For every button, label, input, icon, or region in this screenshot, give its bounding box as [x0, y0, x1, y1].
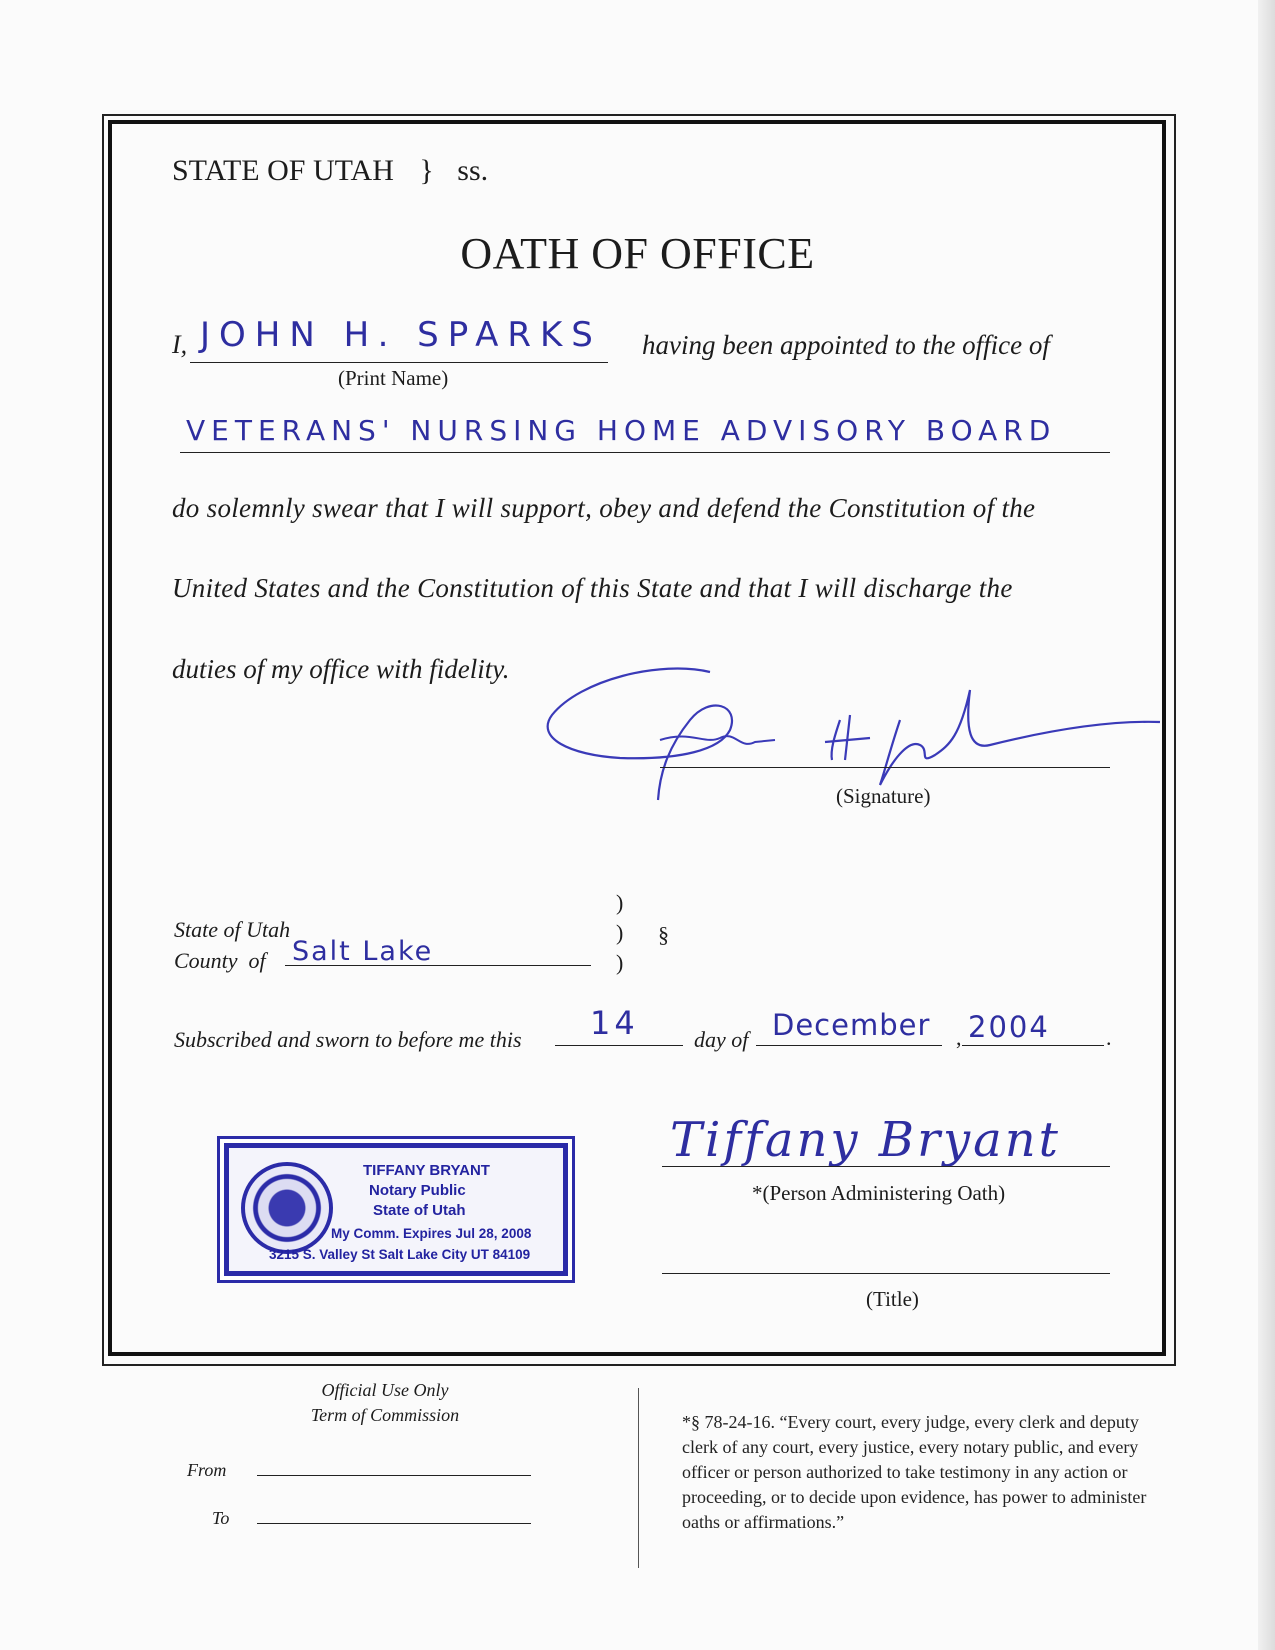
month-handwritten: December: [772, 1008, 931, 1042]
statute-text: *§ 78-24-16. “Every court, every judge, every clerk and deputy clerk of any court, every justice, every notary public, and every officer or person authorized to take testimony in any action or proceeding, or to decide upon evidence, has power to administer oaths or affirmations.”: [682, 1412, 1147, 1532]
day-of-label: day of: [694, 1027, 749, 1052]
state-line: STATE OF UTAH: [172, 154, 394, 187]
stamp-role: Notary Public: [369, 1182, 466, 1199]
section-symbol: §: [658, 922, 669, 947]
title-label: (Title): [866, 1287, 919, 1311]
month-line: [756, 1045, 942, 1046]
period: .: [1106, 1025, 1112, 1050]
state-seal-icon: [241, 1162, 333, 1254]
administrator-label: *(Person Administering Oath): [752, 1181, 1006, 1205]
printed-name-handwritten: JOHN H. SPARKS: [200, 315, 602, 355]
stamp-address: 3215 S. Valley St Salt Lake City UT 84109: [269, 1247, 531, 1262]
county-line: [285, 965, 591, 966]
from-line: [257, 1475, 531, 1476]
office-line: [180, 452, 1110, 453]
stamp-name: TIFFANY BRYANT: [363, 1162, 490, 1179]
year-line: [962, 1045, 1104, 1046]
office-name-handwritten: VETERANS' NURSING HOME ADVISORY BOARD: [186, 414, 1057, 447]
ss-label: ss.: [457, 154, 489, 187]
stamp-expires: My Comm. Expires Jul 28, 2008: [331, 1226, 532, 1241]
term-heading: Term of Commission: [310, 1405, 460, 1425]
oath-prefix: I,: [172, 330, 188, 359]
venue-paren-2: ): [616, 920, 624, 945]
brace: }: [419, 154, 434, 187]
day-handwritten: 14: [590, 1004, 639, 1042]
from-label: From: [187, 1460, 227, 1480]
notary-stamp: [224, 1143, 568, 1276]
county-handwritten: Salt Lake: [292, 936, 434, 967]
administrator-line: [662, 1166, 1110, 1167]
footer-divider: [638, 1388, 639, 1568]
oath-line-2: United States and the Constitution of this State and that I will discharge the: [172, 573, 1013, 603]
venue-county-label: County of: [174, 948, 266, 973]
venue-paren-1: ): [616, 890, 624, 915]
to-line: [257, 1523, 531, 1524]
year-handwritten: 2004: [968, 1010, 1050, 1044]
oath-line-1: do solemnly swear that I will support, obey and defend the Constitution of the: [172, 493, 1036, 523]
to-label: To: [212, 1508, 230, 1528]
administrator-signature: Tiffany Bryant: [670, 1112, 1061, 1168]
appointment-text: having been appointed to the office of: [642, 330, 1050, 360]
oath-line-3: duties of my office with fidelity.: [172, 654, 510, 684]
signature-line: [660, 767, 1110, 768]
subscribed-prefix: Subscribed and sworn to before me this: [174, 1027, 522, 1052]
venue-paren-3: ): [616, 950, 624, 975]
page-title: OATH OF OFFICE: [460, 229, 815, 278]
print-name-line: [190, 362, 608, 363]
day-line: [555, 1045, 683, 1046]
stamp-state: State of Utah: [373, 1202, 466, 1219]
state-header: [172, 154, 488, 188]
venue-state-label: State of Utah: [174, 917, 291, 942]
print-name-label: (Print Name): [338, 366, 449, 390]
official-use-heading: Official Use Only: [321, 1380, 449, 1400]
comma: ,: [956, 1025, 962, 1050]
signature-label: (Signature): [836, 784, 931, 808]
title-line: [662, 1273, 1110, 1274]
